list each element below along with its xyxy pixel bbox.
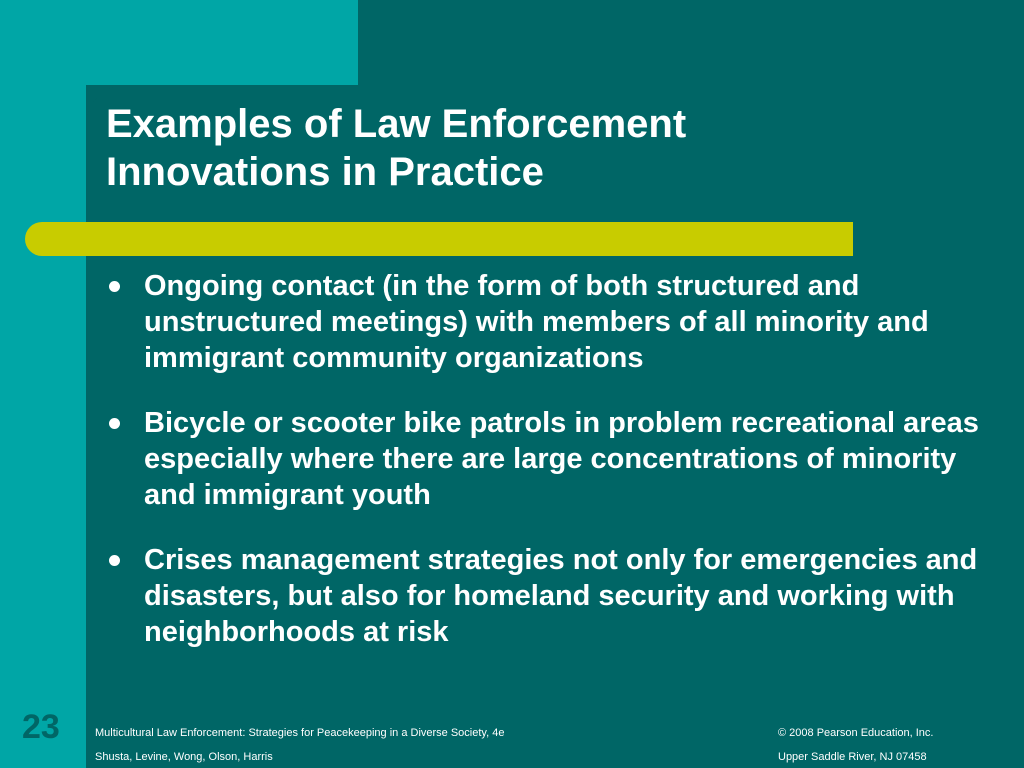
bullet-item — [105, 405, 1005, 513]
bullet-text: Bicycle or scooter bike patrols in problem recreational areas especially where there are large concentrations of minority and immigrant youth — [144, 407, 979, 511]
decorative-left-strip — [0, 0, 86, 768]
bullet-item — [105, 542, 1005, 650]
bullet-text: Ongoing contact (in the form of both structured and unstructured meetings) with members of all minority and immigrant community organizations — [144, 270, 929, 374]
footer-book-title: Multicultural Law Enforcement: Strategies for Peacekeeping in a Diverse Society, 4e — [95, 727, 505, 739]
bullet-dot-icon — [109, 555, 120, 566]
bullet-dot-icon — [109, 418, 120, 429]
slide-title — [106, 100, 986, 196]
bullet-item — [105, 268, 1005, 376]
slide-title-line-1: Examples of Law Enforcement — [106, 102, 687, 146]
bullet-list — [105, 268, 1005, 679]
slide-number: 23 — [22, 708, 60, 746]
bullet-text: Crises management strategies not only for emergencies and disasters, but also for homeland security and working with neighborhoods at risk — [144, 544, 978, 648]
bullet-dot-icon — [109, 281, 120, 292]
footer-authors: Shusta, Levine, Wong, Olson, Harris — [95, 751, 273, 763]
slide-title-line-2: Innovations in Practice — [106, 150, 544, 194]
footer-location: Upper Saddle River, NJ 07458 — [778, 751, 927, 763]
accent-bar — [25, 222, 853, 256]
footer-copyright: © 2008 Pearson Education, Inc. — [778, 727, 934, 739]
